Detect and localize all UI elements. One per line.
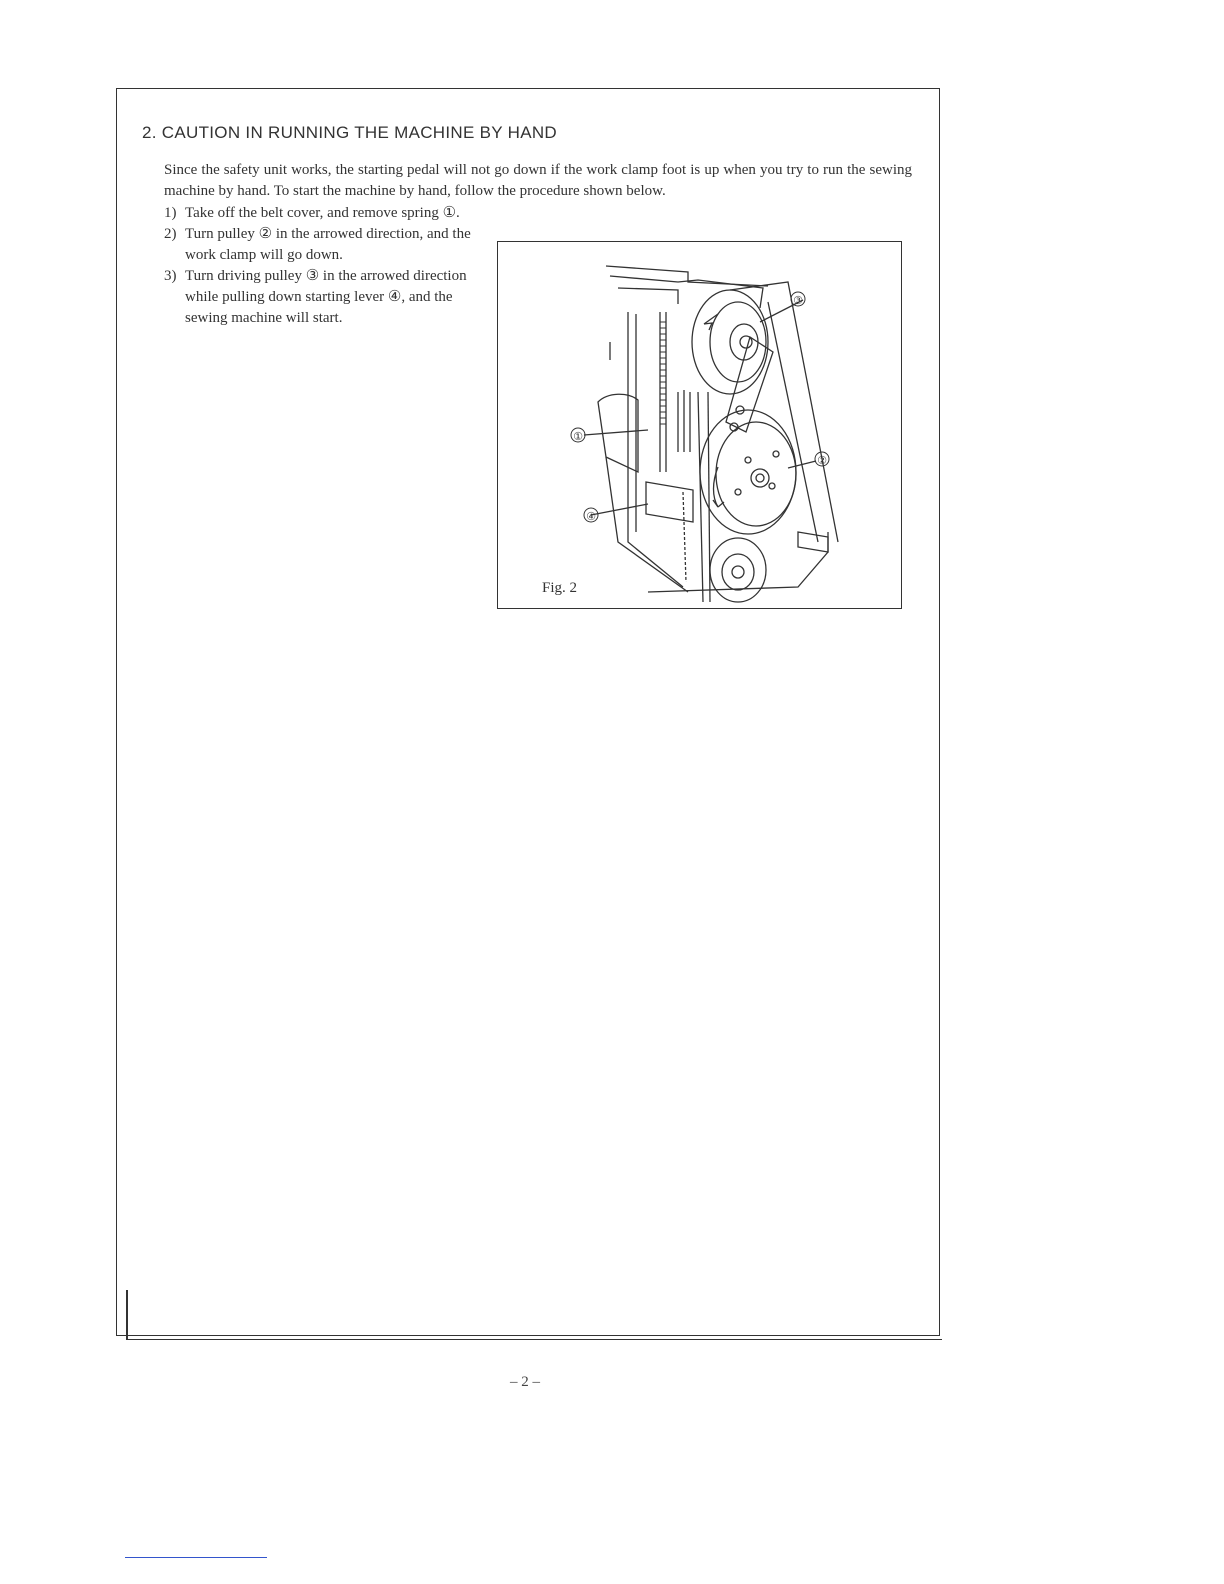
section-heading: 2. CAUTION IN RUNNING THE MACHINE BY HAND (142, 123, 557, 142)
step-number: 3) (164, 268, 177, 284)
intro-paragraph: Since the safety unit works, the starting pedal will not go down if the work clamp foot is up when you try to run the sewing machine by hand. To start the machine by hand, follow the procedure shown below. (164, 162, 912, 199)
callout-2: ② (817, 454, 827, 467)
border-stroke (126, 1290, 128, 1340)
step-text: Take off the belt cover, and remove spring ①. (185, 205, 460, 221)
figure-2 (497, 241, 902, 609)
step-item (164, 266, 484, 329)
step-item (164, 224, 484, 266)
step-text: Turn driving pulley ③ in the arrowed direction while pulling down starting lever ④, and the sewing machine will start. (185, 268, 467, 326)
callout-4: ④ (586, 510, 596, 523)
link-underline[interactable] (125, 1557, 267, 1558)
step-number: 2) (164, 226, 177, 242)
callout-3: ③ (793, 294, 803, 307)
step-number: 1) (164, 205, 177, 221)
page-number: – 2 – (510, 1374, 540, 1390)
callout-1: ① (573, 430, 583, 443)
sewing-machine-illustration (498, 242, 903, 610)
border-stroke (127, 1336, 942, 1340)
step-text: Turn pulley ② in the arrowed direction, and the work clamp will go down. (185, 226, 471, 263)
step-item (164, 203, 484, 224)
figure-caption: Fig. 2 (542, 580, 578, 596)
procedure-steps (164, 203, 484, 329)
